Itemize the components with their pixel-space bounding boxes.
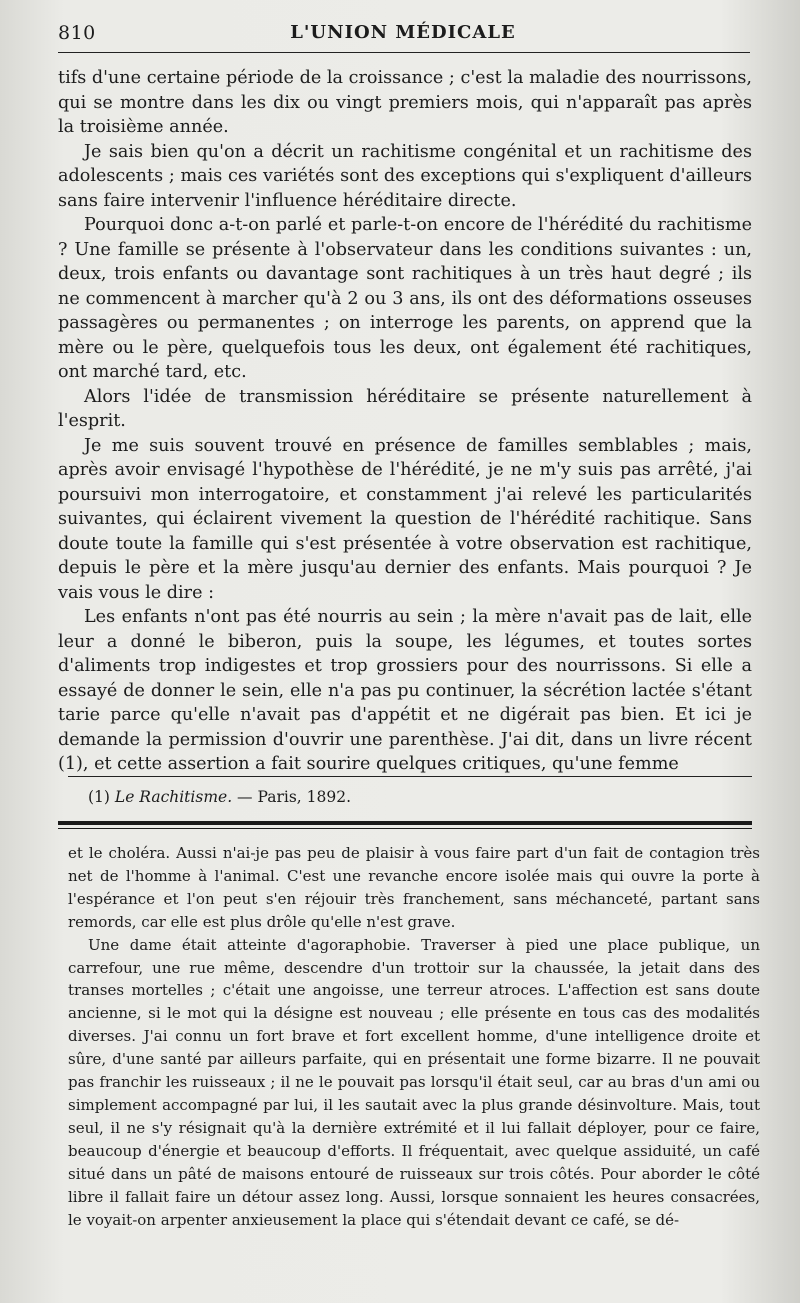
feuilleton-separator-thick	[58, 821, 752, 825]
footnote-rule	[68, 776, 752, 777]
paragraph: Les enfants n'ont pas été nourris au sein ; la mère n'avait pas de lait, elle leur a donné le biberon, puis la soupe, les légumes, et toutes sortes d'aliments trop indigestes et trop grossiers pour des nourrissons. Si elle a essayé de donner le sein, elle n'a pas pu continuer, la sécrétion lactée s'étant tarie parce qu'elle n'avait pas d'appétit et ne digérait pas bien. Et ici je demande la permission d'ouvrir une parenthèse. J'ai dit, dans un livre récent (1), et cette assertion a fait sourire quelques critiques, qu'une femme	[58, 607, 752, 774]
paragraph: tifs d'une certaine période de la croissance ; c'est la maladie des nourrissons, qui se montre dans les dix ou vingt premiers mois, qui n'apparaît pas après la troisième année.	[58, 68, 752, 137]
footnote-title: Le Rachitisme.	[114, 788, 233, 806]
paragraph: Alors l'idée de transmission héréditaire se présente naturellement à l'esprit.	[58, 386, 752, 431]
main-article	[58, 66, 752, 777]
paragraph: Une dame était atteinte d'agoraphobie. Traverser à pied une place publique, un carrefour, une rue même, descendre d'un trottoir sur la chaussée, la jetait dans des transes mortelles ; c'était une angoisse, une terreur atroces. L'affection est sans doute ancienne, si le mot qui la désigne est nouveau ; elle présente en tous cas des modalités diverses. J'ai connu un fort brave et fort excellent homme, d'une intelligence droite et sûre, d'une santé par ailleurs parfaite, qui en présentait une forme bizarre. Il ne pouvait pas franchir les ruisseaux ; il ne le pouvait pas lorsqu'il était seul, car au bras d'un ami ou simplement accompagné par lui, il les sautait avec la plus grande désinvolture. Mais, tout seul, il ne s'y résignait qu'à la dernière extrémité et il lui fallait déployer, pour ce faire, beaucoup d'énergie et beaucoup d'efforts. Il fréquentait, avec quelque assiduité, un café situé dans un pâté de maisons entouré de ruisseaux sur trois côtés. Pour aborder le côté libre il fallait faire un détour assez long. Aussi, lorsque sonnaient les heures consacrées, le voyait-on arpenter anxieusement la place qui s'étendait devant ce café, se dé-	[68, 935, 760, 1229]
footnote-marker: (1)	[88, 788, 110, 806]
paragraph: et le choléra. Aussi n'ai-je pas peu de plaisir à vous faire part d'un fait de contagion très net de l'homme à l'animal. C'est une revanche encore isolée mais qui ouvre la porte à l'espérance et l'on peut s'en réjouir très franchement, sans méchanceté, partant sans remords, car elle est plus drôle qu'elle n'est grave.	[68, 844, 760, 931]
header-rule	[58, 52, 750, 53]
footnote	[88, 788, 351, 806]
paragraph: Je sais bien qu'on a décrit un rachitisme congénital et un rachitisme des adolescents ; mais ces variétés sont des exceptions qui s'expliquent d'ailleurs sans faire intervenir l'influence héréditaire directe.	[58, 141, 752, 211]
running-title: L'UNION MÉDICALE	[290, 22, 516, 43]
paragraph: Pourquoi donc a-t-on parlé et parle-t-on encore de l'hérédité du rachitisme ? Une famille se présente à l'observateur dans les conditions suivantes : un, deux, trois enfants ou davantage sont rachitiques à un très haut degré ; ils ne commencent à marcher qu'à 2 ou 3 ans, ils ont des déformations osseuses passagères ou permanentes ; on interroge les parents, on apprend que la mère ou le père, quelquefois tous les deux, ont également été rachitiques, ont marché tard, etc.	[58, 215, 752, 382]
feuilleton-separator-thin	[58, 828, 752, 829]
page-number: 810	[58, 22, 96, 44]
paragraph: Je me suis souvent trouvé en présence de familles semblables ; mais, après avoir envisagé l'hypothèse de l'hérédité, je ne m'y suis pas arrêté, j'ai poursuivi mon interrogatoire, et constamment j'ai relevé les particularités suivantes, qui éclairent vivement la question de l'hérédité rachitique. Sans doute toute la famille qui s'est présentée à votre observation est rachitique, depuis le père et la mère jusqu'au dernier des enfants. Mais pourquoi ? Je vais vous le dire :	[58, 435, 752, 603]
feuilleton-text	[68, 842, 760, 1231]
page-header	[58, 18, 748, 48]
footnote-rest: — Paris, 1892.	[232, 788, 352, 806]
